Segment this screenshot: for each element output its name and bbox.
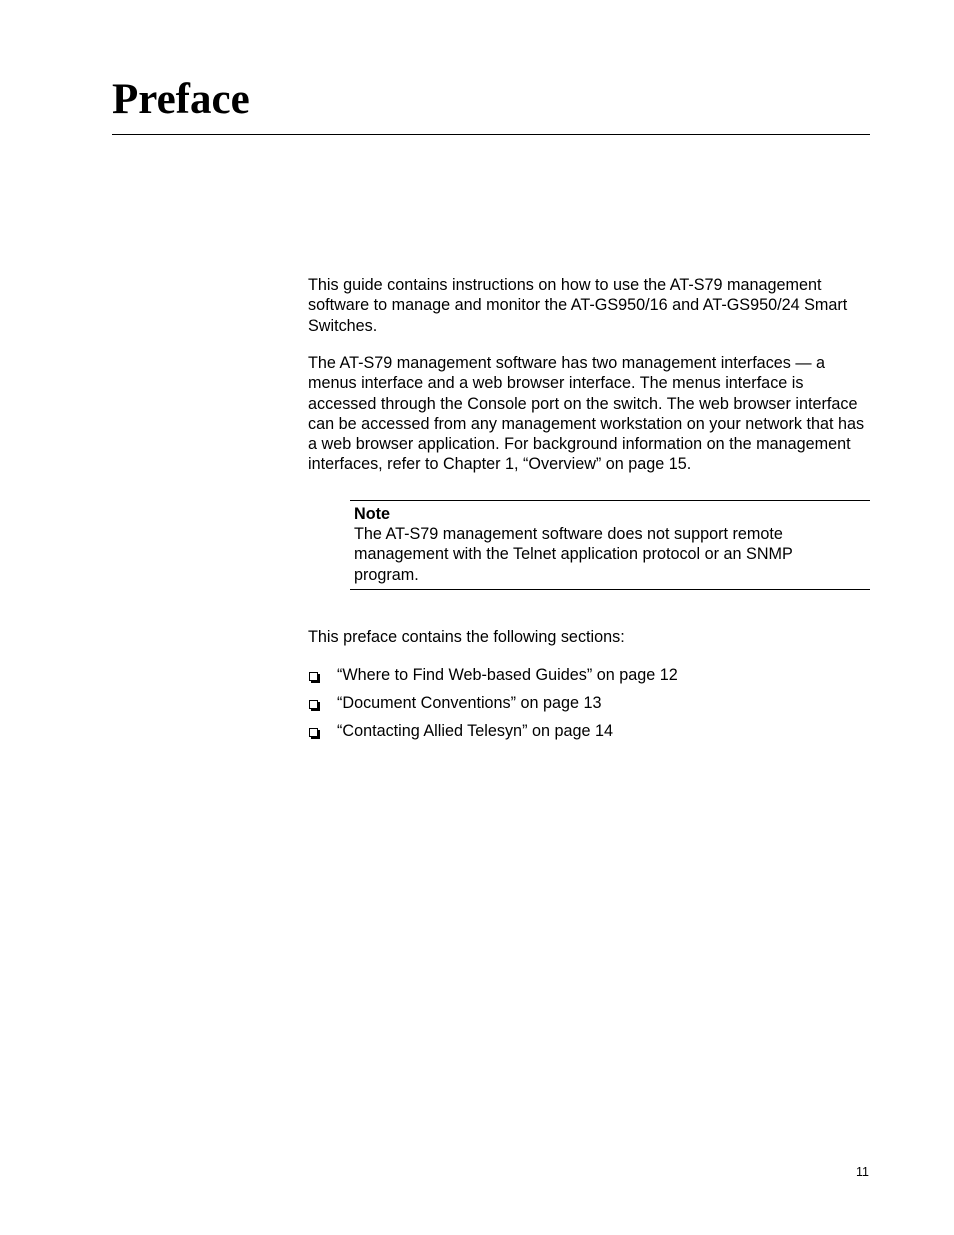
section-list <box>308 665 678 749</box>
intro-paragraph-2-text: The AT-S79 management software has two management interfaces — a menus interface and a web browser interface. The menus interface is accessed through the Console port on the switch. The web browser interface can be accessed from any management workstation on your network that has a web browser application. For background information on the management interfaces, refer to Chapter 1, “Overview” on page 15. <box>308 354 865 474</box>
list-item <box>308 721 678 749</box>
intro-paragraph-1 <box>308 275 874 336</box>
checkbox-bullet-icon <box>309 700 318 709</box>
list-item-label: “Contacting Allied Telesyn” on page 14 <box>337 722 613 740</box>
note-heading: Note <box>354 505 390 523</box>
intro-paragraph-2 <box>308 353 874 475</box>
page-number: 11 <box>856 1165 869 1179</box>
note-box <box>350 500 870 590</box>
list-item-label: “Document Conventions” on page 13 <box>337 694 602 712</box>
note-text: The AT-S79 management software does not support remote management with the Telnet application protocol or an SNMP program. <box>354 525 793 584</box>
checkbox-bullet-icon <box>309 728 318 737</box>
list-item <box>308 665 678 693</box>
list-item-label: “Where to Find Web-based Guides” on page 12 <box>337 666 678 684</box>
sections-intro-text: This preface contains the following sections: <box>308 628 625 646</box>
checkbox-bullet-icon <box>309 672 318 681</box>
page-title: Preface <box>112 76 250 123</box>
list-item <box>308 693 678 721</box>
sections-intro <box>308 627 874 647</box>
intro-paragraph-1-text: This guide contains instructions on how to use the AT-S79 management software to manage and monitor the AT-GS950/16 and AT-GS950/24 Smart Switches. <box>308 276 848 335</box>
title-divider <box>112 134 870 135</box>
